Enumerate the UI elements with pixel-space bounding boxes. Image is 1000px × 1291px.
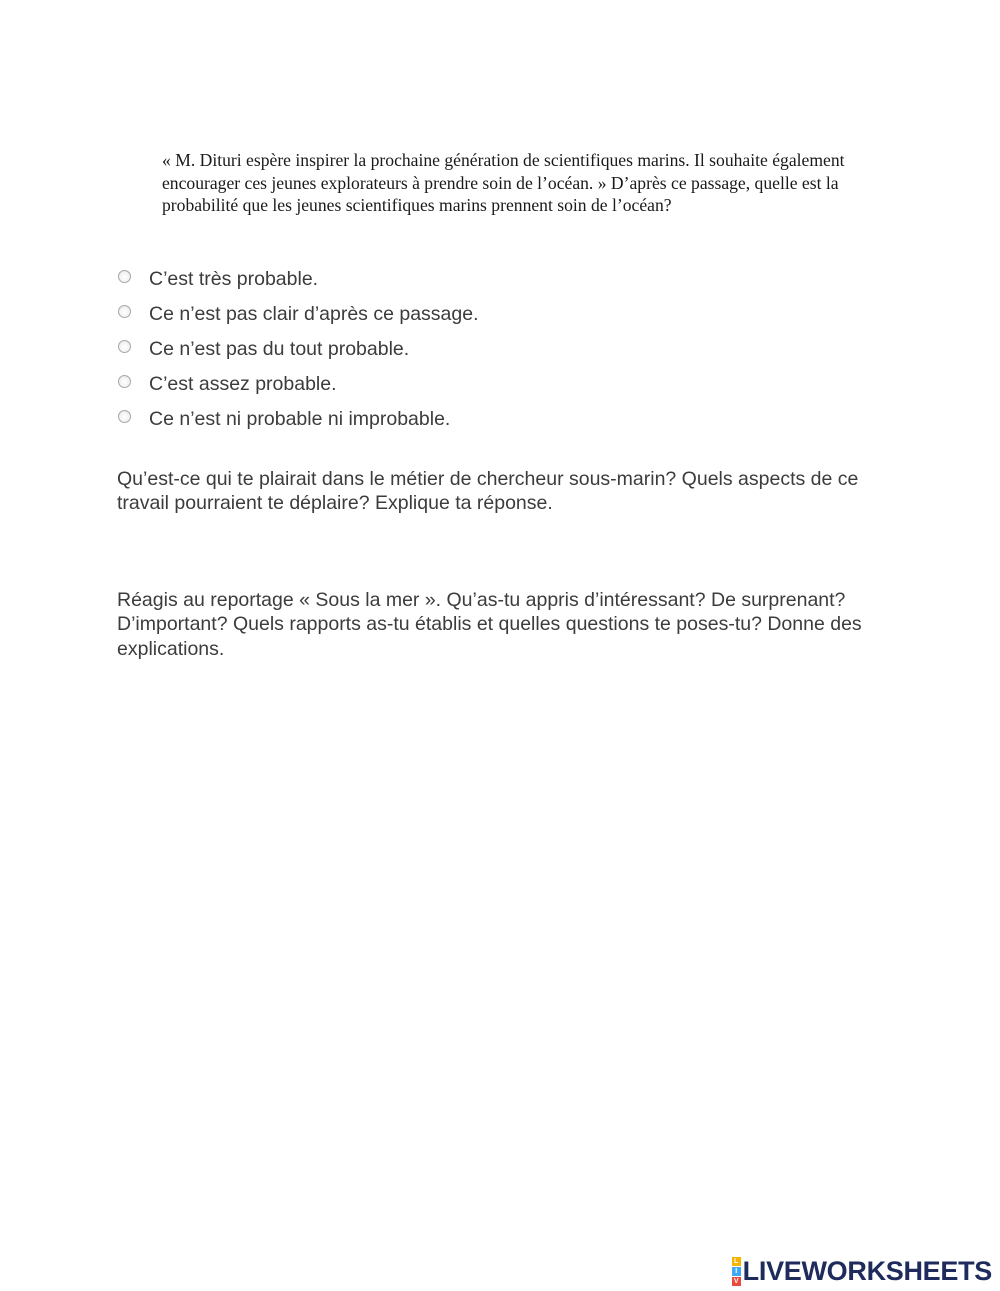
answer-option[interactable] [118, 262, 479, 297]
radio-button[interactable] [118, 270, 131, 283]
radio-button[interactable] [118, 410, 131, 423]
logo-text: LIVEWORKSHEETS [742, 1256, 992, 1286]
option-label: Ce n’est pas du tout probable. [149, 338, 410, 360]
answer-options [118, 262, 479, 437]
radio-button[interactable] [118, 375, 131, 388]
radio-button[interactable] [118, 305, 131, 318]
answer-option[interactable] [118, 402, 479, 437]
option-label: Ce n’est pas clair d’après ce passage. [149, 303, 479, 325]
answer-option[interactable] [118, 367, 479, 402]
logo-blocks-icon: L I V [732, 1257, 741, 1286]
option-label: Ce n’est ni probable ni improbable. [149, 408, 451, 430]
open-question-1: Qu’est-ce qui te plairait dans le métier de chercheur sous-marin? Quels aspects de ce travail pourraient te déplaire? Explique ta réponse. [117, 468, 859, 515]
liveworksheets-logo [732, 1256, 992, 1286]
option-label: C’est assez probable. [149, 373, 337, 395]
passage-question: « M. Dituri espère inspirer la prochaine génération de scientifiques marins. Il souhaite également encourager ces jeunes explorateurs à prendre soin de l’océan. » D’après ce passage, quelle est la probabilité que les jeunes scientifiques marins prennent soin de l’océan? [162, 150, 845, 216]
radio-button[interactable] [118, 340, 131, 353]
answer-option[interactable] [118, 332, 479, 367]
option-label: C’est très probable. [149, 268, 319, 290]
open-question-2: Réagis au reportage « Sous la mer ». Qu’as-tu appris d’intéressant? De surprenant? D’important? Quels rapports as-tu établis et quelles questions te poses-tu? Donne des explications. [117, 589, 862, 660]
answer-option[interactable] [118, 297, 479, 332]
